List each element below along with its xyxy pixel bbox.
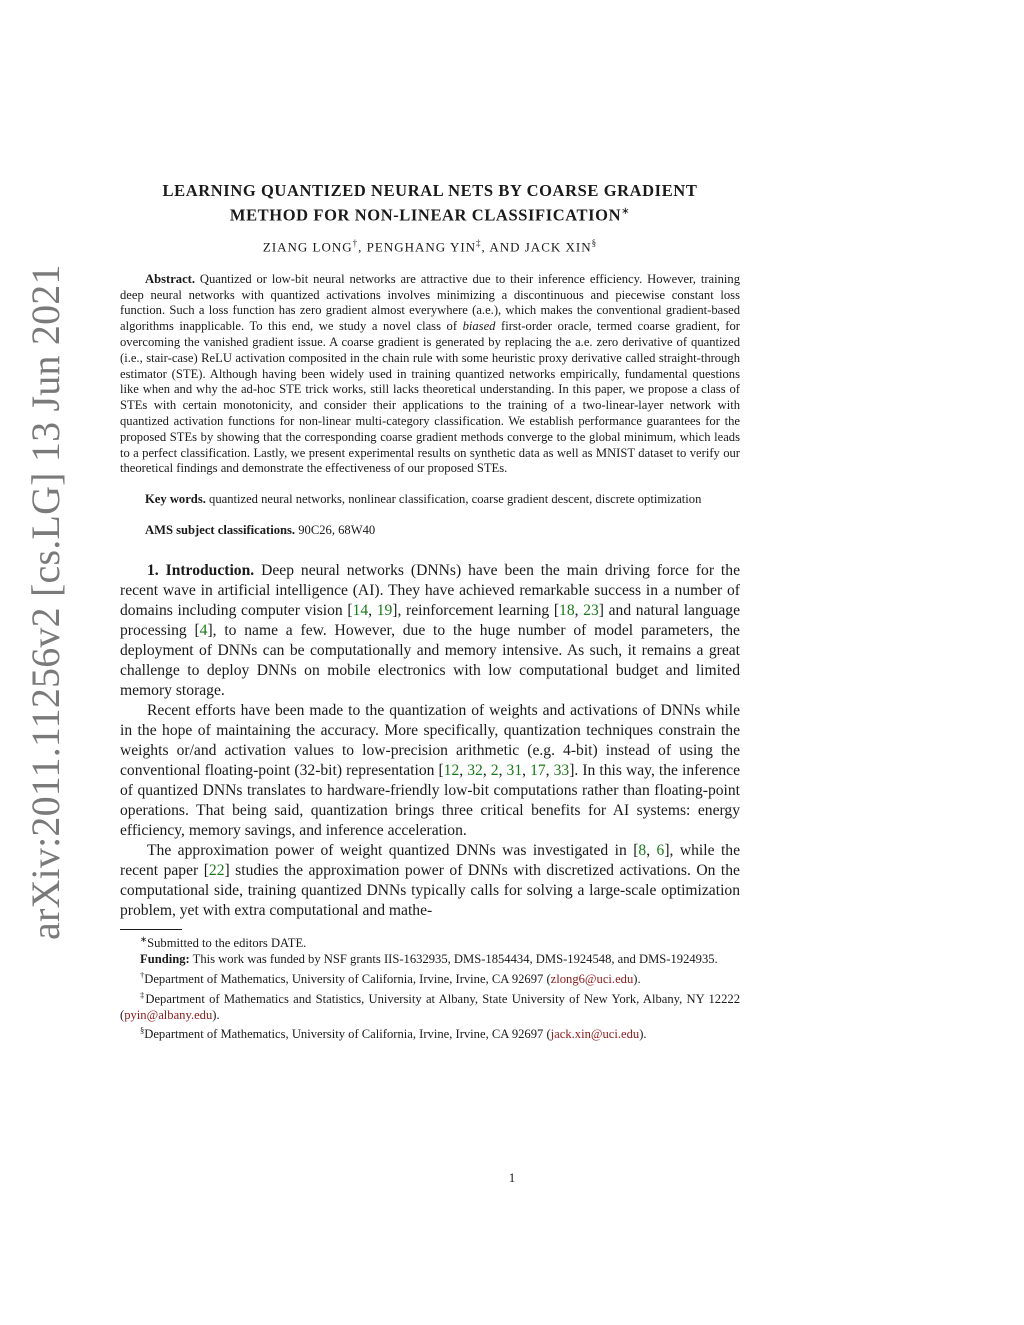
ams-text: 90C26, 68W40 (295, 522, 376, 537)
footnote-text: ). (633, 971, 641, 986)
footnote-text: Department of Mathematics, University of California, Irvine, Irvine, CA 92697 ( (144, 1027, 551, 1042)
title-line-2: METHOD FOR NON-LINEAR CLASSIFICATION (229, 205, 622, 225)
author-mark: ‡ (476, 237, 482, 248)
email-link[interactable]: zlong6@uci.edu (550, 971, 634, 986)
citation-separator: , (545, 761, 554, 779)
citation-link[interactable]: 19 (376, 601, 393, 619)
author-mark: † (352, 237, 359, 248)
citation-separator: , (459, 761, 468, 779)
footnote-affiliation-1 (120, 968, 740, 988)
author-name: PENGHANG YIN (366, 238, 477, 254)
citation-separator: , (574, 601, 584, 619)
citation-link[interactable]: 32 (467, 761, 483, 779)
email-link[interactable]: jack.xin@uci.edu (550, 1027, 640, 1042)
paper-title (120, 180, 740, 226)
citation-link[interactable]: 23 (583, 601, 599, 619)
keywords-text: quantized neural networks, nonlinear classification, coarse gradient descent, discrete optimization (205, 492, 702, 507)
keywords (120, 492, 740, 508)
author-name: JACK XIN (524, 238, 592, 254)
citation-link[interactable]: 14 (352, 601, 369, 619)
email-link[interactable]: pyin@albany.edu (124, 1007, 213, 1022)
footnote-text: Department of Mathematics and Statistics, University at Albany, State University of New York, Albany, NY 12222 ( (120, 991, 740, 1022)
citation-separator: , (498, 761, 507, 779)
footnote-text: ). (639, 1027, 647, 1042)
footnote-divider (120, 929, 182, 930)
citation-separator: , (368, 601, 377, 619)
ams-classifications (120, 523, 740, 539)
citation-link[interactable]: 18 (559, 601, 575, 619)
title-footnote-mark: ∗ (621, 206, 631, 217)
abstract-text: first-order oracle, termed coarse gradient, for overcoming the vanished gradient issue. A coarse gradient is generated by replacing the a.e. zero derivative of quantized (i.e., stair-case) ReLU activation composited in the chain rule with some heuristic proxy derivative called straight-through estimator (STE). Although having been widely used in training quantized networks empirically, fundamental questions like when and why the ad-hoc STE trick works, still lacks theoretical understanding. In this paper, we propose a class of STEs with certain monotonicity, and consider their applications to the training of a two-linear-layer network with quantized activation functions for non-linear multi-category classification. We establish performance guarantees for the proposed STEs by showing that the corresponding coarse gradient methods converge to the global minimum, which leads to a perfect classification. Lastly, we present experimental results on synthetic data as well as MNIST dataset to verify our theoretical findings and demonstrate the effectiveness of our proposed STEs. (120, 319, 740, 476)
page-number: 1 (508, 1170, 516, 1185)
footnote-text: Department of Mathematics, University of California, Irvine, Irvine, CA 92697 ( (144, 971, 551, 986)
citation-link[interactable]: 4 (199, 621, 208, 639)
body-text: Recent efforts have been made to the quantization of weights and activations of DNNs while in the hope of maintaining the accuracy. More specifically, quantization techniques constrain the weights or/and activation values to low-precision arithmetic (e.g. 4-bit) instead of using the conventional floating-point (32-bit) representation [ (120, 701, 740, 779)
intro-paragraph-2 (120, 701, 740, 841)
footnote-text: Submitted to the editors DATE. (147, 935, 307, 950)
citation-separator: , (482, 761, 491, 779)
footnote-mark: ‡ (140, 989, 146, 1000)
abstract-text: Quantized or low-bit neural networks are attractive due to their inference efficiency. However, training deep neural networks with quantized activations involves minimizing a discontinuous and piecewise constant loss function. Such a loss function has zero gradient almost everywhere (a.e.), which makes the conventional gradient-based algorithms inapplicable. To this end, we study a novel class of (120, 271, 740, 334)
section-heading: 1. Introduction. (147, 561, 255, 579)
citation-separator: , (522, 761, 531, 779)
arxiv-identifier-stamp: arXiv:2011.11256v2 [cs.LG] 13 Jun 2021 (23, 264, 68, 940)
body-text: ], to name a few. However, due to the huge number of model parameters, the deployment of DNNs can be computationally and memory intensive. As such, it remains a great challenge to deploy DNNs on mobile electronics with low computational budget and limited memory storage. (120, 621, 740, 699)
intro-paragraph-3 (120, 841, 740, 921)
author-separator: , AND (481, 238, 525, 254)
body-text: The approximation power of weight quantized DNNs was investigated in [ (147, 841, 639, 859)
footnote-submitted (120, 932, 740, 952)
paper-page (120, 180, 740, 1043)
author-name: ZIANG LONG (262, 238, 353, 254)
citation-separator: , (646, 841, 657, 859)
keywords-heading: Key words. (145, 492, 206, 507)
author-list (120, 238, 740, 255)
author-mark: § (591, 237, 598, 248)
footnote-affiliation-3 (120, 1023, 740, 1043)
citation-link[interactable]: 2 (490, 761, 499, 779)
footnote-mark: § (140, 1025, 145, 1036)
abstract-heading: Abstract. (145, 271, 196, 286)
body-text: ], reinforcement learning [ (392, 601, 560, 619)
footnote-funding (120, 952, 740, 968)
footnote-text: ). (212, 1007, 220, 1022)
footnote-text: This work was funded by NSF grants IIS-1632935, DMS-1854434, DMS-1924548, and DMS-1924935. (189, 951, 718, 966)
citation-link[interactable]: 31 (506, 761, 523, 779)
citation-link[interactable]: 8 (638, 841, 647, 859)
footnote-affiliation-2 (120, 988, 740, 1024)
body-text: ] and natural language processing [ (120, 601, 741, 639)
footnote-mark: ∗ (140, 933, 148, 944)
footnote-heading: Funding: (140, 951, 190, 966)
footnote-mark: † (140, 969, 145, 980)
author-separator: , (358, 238, 367, 254)
citation-link[interactable]: 6 (656, 841, 665, 859)
body-text: Deep neural networks (DNNs) have been the main driving force for the recent wave in artificial intelligence (AI). They have achieved remarkable success in a number of domains including computer vision [ (120, 561, 740, 619)
citation-link[interactable]: 17 (530, 761, 546, 779)
abstract-italic: biased (462, 319, 496, 334)
citation-link[interactable]: 22 (208, 861, 225, 879)
body-text: ], while the recent paper [ (120, 841, 740, 879)
abstract (120, 272, 740, 477)
intro-paragraph-1 (120, 561, 740, 701)
body-text: ] studies the approximation power of DNNs with discretized activations. On the computational side, training quantized DNNs typically calls for solving a large-scale optimization problem, yet with extra computational and mathe- (120, 861, 740, 919)
body-text: ]. In this way, the inference of quantized DNNs translates to hardware-friendly low-bit computations rather than floating-point operations. That being said, quantization brings three critical benefits for AI systems: energy efficiency, memory savings, and inference acceleration. (120, 761, 740, 839)
citation-link[interactable]: 12 (443, 761, 460, 779)
ams-heading: AMS subject classifications. (145, 522, 296, 537)
citation-link[interactable]: 33 (553, 761, 570, 779)
title-line-1: LEARNING QUANTIZED NEURAL NETS BY COARSE GRADIENT (162, 181, 698, 200)
